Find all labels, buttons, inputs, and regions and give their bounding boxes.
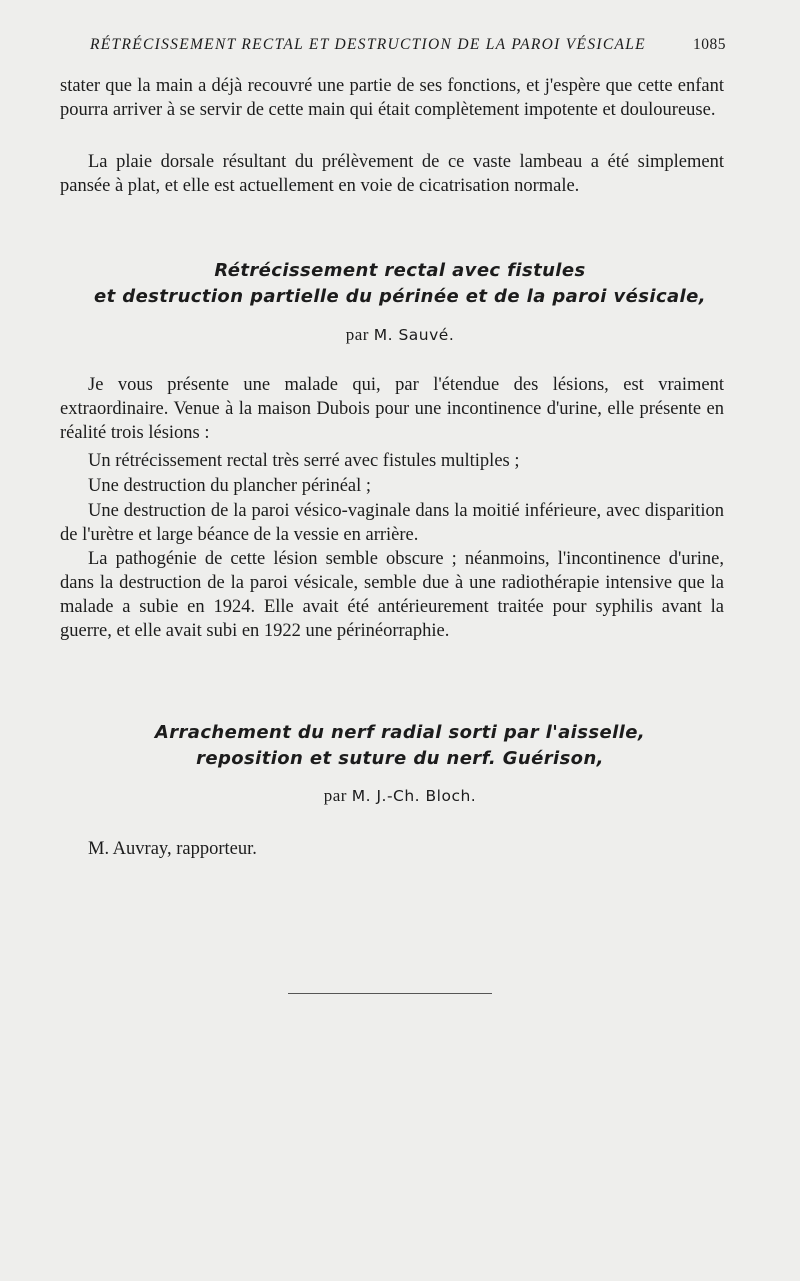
- running-header: [90, 36, 726, 54]
- article1-list-item-1: Un rétrécissement rectal très serré avec fistules multiples ;: [88, 451, 520, 471]
- article2-title: [40, 720, 760, 772]
- byline-prefix: par: [323, 786, 347, 805]
- article1-paragraph-2: La pathogénie de cette lésion semble obscure ; néanmoins, l'incontinence d'urine, dans la destruction de la paroi vésicale, semble due à une radiothérapie intensive que la malade a subie en 1924. Elle avait été antérieurement traitée pour syphilis avant la guerre, et elle avait subi en 1922 une périnéorraphie.: [60, 549, 724, 641]
- article2-author: M. J.-Ch. Bloch.: [351, 787, 477, 805]
- article2-byline: [0, 786, 800, 806]
- page-number: 1085: [693, 36, 726, 53]
- article1-paragraph-1: Je vous présente une malade qui, par l'étendue des lésions, est vraiment extraordinaire. Venue à la maison Dubois pour une incontinence d'urine, elle présente en réalité trois lésions :: [60, 375, 724, 443]
- article1-title-line2: et destruction partielle du périnée et de la paroi vésicale,: [94, 286, 706, 307]
- article2-title-line2: reposition et suture du nerf. Guérison,: [196, 748, 604, 769]
- running-title: RÉTRÉCISSEMENT RECTAL ET DESTRUCTION DE LA PAROI VÉSICALE: [90, 36, 646, 53]
- article1-byline: [0, 325, 800, 345]
- article1-list-item-3: Une destruction de la paroi vésico-vaginale dans la moitié inférieure, avec disparition de l'urètre et large béance de la vessie en arrière.: [60, 501, 724, 545]
- end-rule-divider: [288, 993, 492, 994]
- article1-list-item-2: Une destruction du plancher périnéal ;: [88, 476, 372, 496]
- article1-title-line1: Rétrécissement rectal avec fistules: [214, 260, 586, 281]
- article1-author: M. Sauvé.: [373, 326, 455, 344]
- article2-title-line1: Arrachement du nerf radial sorti par l'aisselle,: [154, 722, 646, 743]
- article2-rapporteur: M. Auvray, rapporteur.: [88, 839, 257, 859]
- byline-prefix: par: [345, 325, 369, 344]
- continuation-paragraph-2: La plaie dorsale résultant du prélèvement de ce vaste lambeau a été simplement pansée à plat, et elle est actuellement en voie de cicatrisation normale.: [60, 152, 724, 196]
- continuation-paragraph-1: stater que la main a déjà recouvré une partie de ses fonctions, et j'espère que cette enfant pourra arriver à se servir de cette main qui était complètement impotente et douloureuse.: [60, 76, 724, 120]
- article1-title: [40, 258, 760, 310]
